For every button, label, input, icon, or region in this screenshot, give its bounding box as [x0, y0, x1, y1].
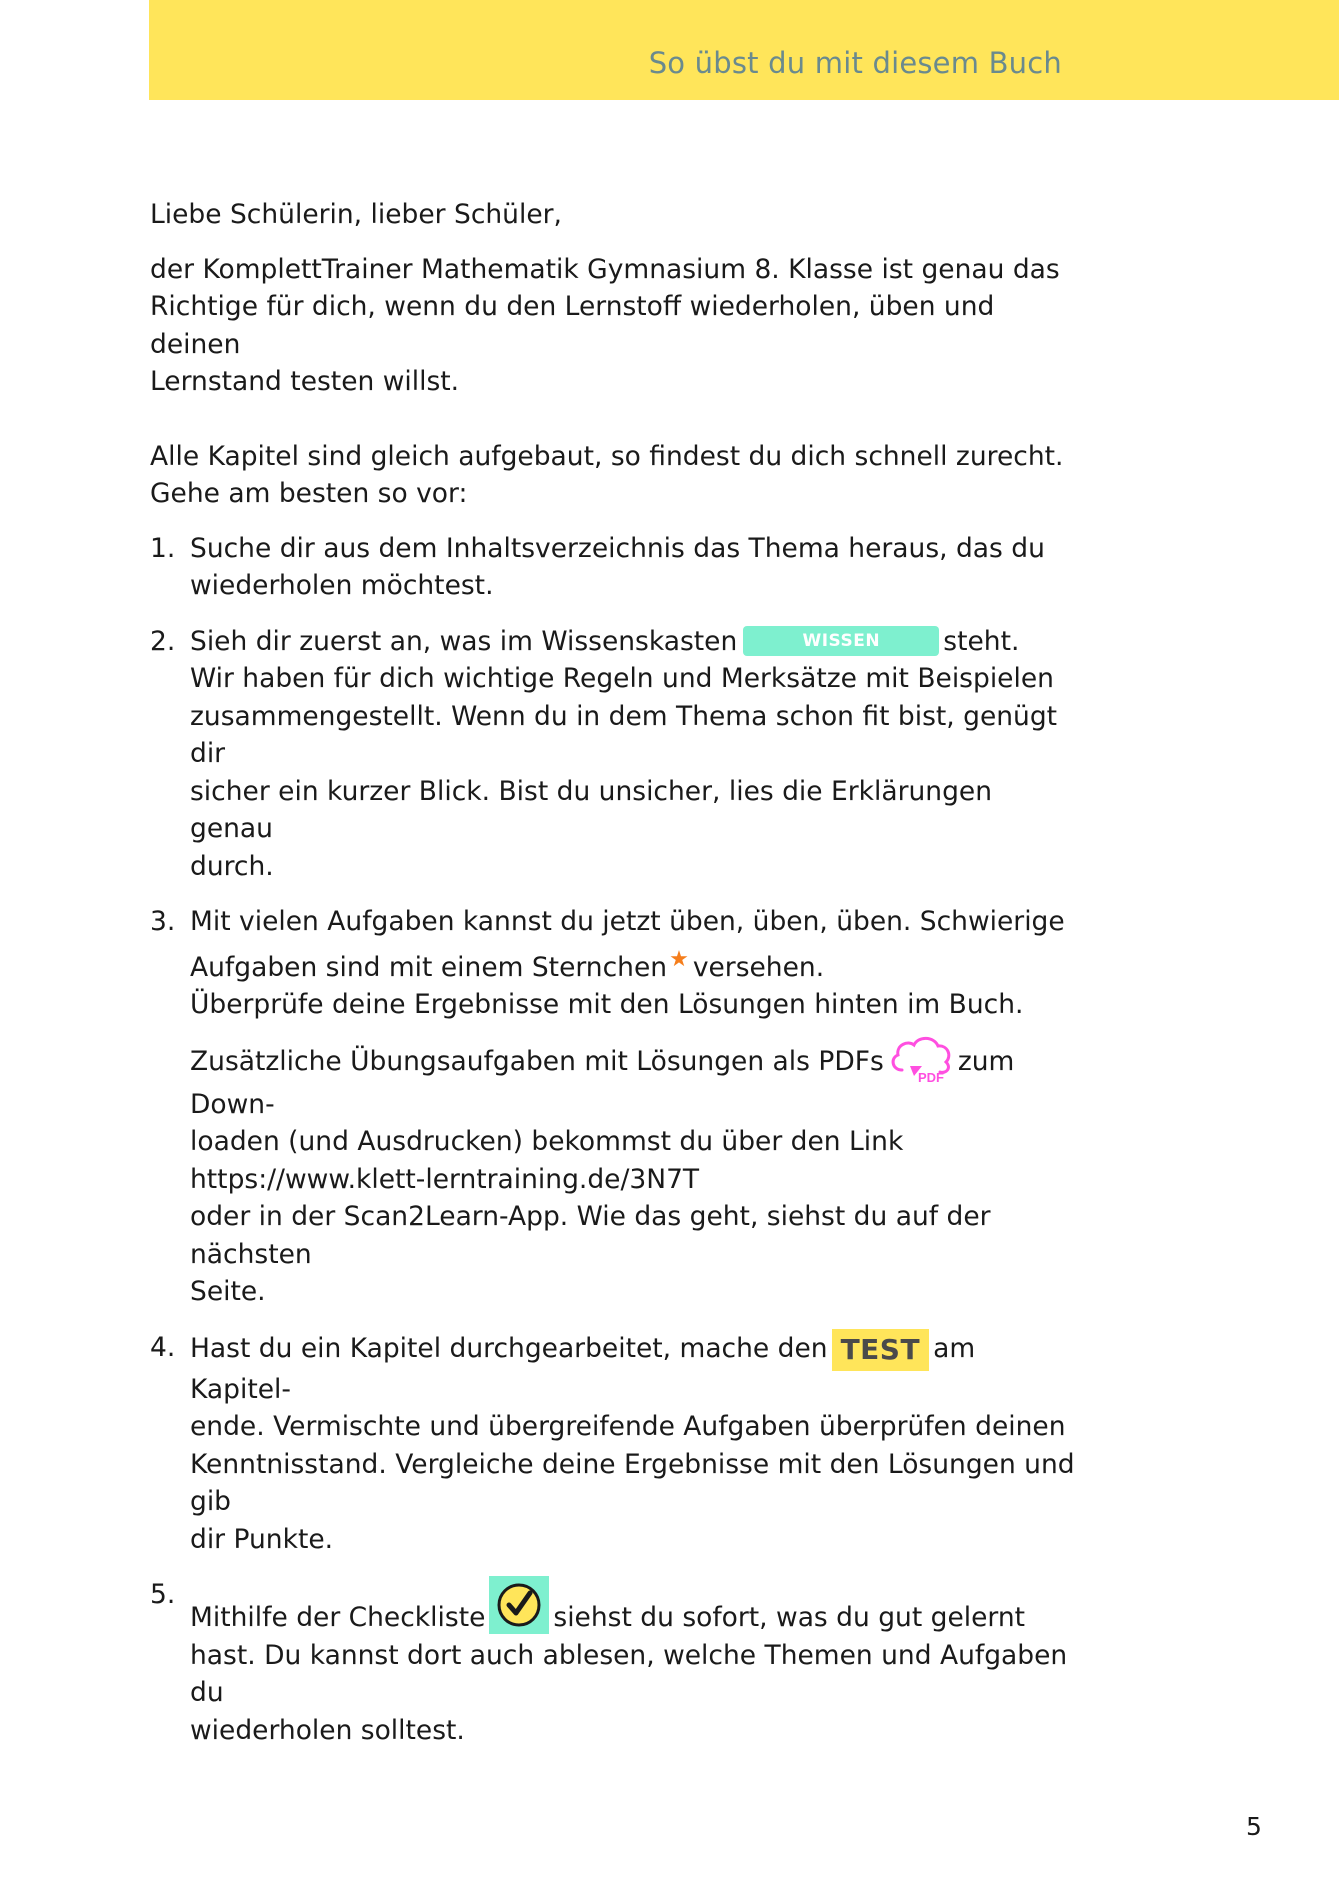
page-content — [150, 196, 1080, 1767]
step-text: zum Down- — [190, 1045, 1015, 1120]
step-line: Mit vielen Aufgaben kannst du jetzt üben, üben, üben. Schwierige — [190, 906, 1065, 937]
step-line: sicher ein kurzer Blick. Bist du unsicher, lies die Erklärungen genau — [190, 775, 993, 844]
step-line — [190, 1329, 1080, 1409]
step-text: Sieh dir zuerst an, was im Wissenskasten — [190, 625, 738, 657]
step-text: siehst du sofort, was du gut gelernt — [553, 1602, 1026, 1633]
step-text: Hast du ein Kapitel durchgearbeitet, mache den — [190, 1332, 828, 1364]
step-line: zusammengestellt. Wenn du in dem Thema schon fit bist, genügt dir — [190, 700, 1058, 769]
step-number: 3. — [150, 906, 176, 937]
pdf-icon-label: PDF — [917, 1069, 944, 1085]
step-number: 5. — [150, 1579, 176, 1610]
step-line: durch. — [190, 850, 274, 882]
step-line: Seite. — [190, 1276, 266, 1307]
step-line: wiederholen möchtest. — [190, 570, 494, 601]
step-item — [150, 1576, 1080, 1749]
intro-paragraph — [150, 251, 1080, 401]
intro-line: Richtige für dich, wenn du den Lernstoff wiederholen, üben und deinen — [150, 291, 995, 360]
wissen-badge: WISSEN — [743, 626, 939, 656]
test-badge: TEST — [832, 1329, 930, 1371]
star-icon: ★ — [669, 946, 689, 972]
step-text: Mithilfe der Checkliste — [190, 1602, 486, 1633]
intro-line: Lernstand testen willst. — [150, 366, 460, 397]
step-line: Überprüfe deine Ergebnisse mit den Lösungen hinten im Buch. — [190, 989, 1024, 1020]
step-line: dir Punkte. — [190, 1523, 334, 1555]
structure-paragraph — [150, 438, 1080, 513]
page-number: 5 — [1246, 1812, 1262, 1841]
step-number: 4. — [150, 1331, 176, 1363]
step-item — [150, 903, 1080, 1311]
download-paragraph — [190, 1034, 1080, 1311]
structure-line: Gehe am besten so vor: — [150, 478, 468, 509]
step-line: wiederholen solltest. — [190, 1714, 465, 1746]
step-text: versehen. — [692, 951, 825, 983]
step-text: Aufgaben sind mit einem Sternchen — [190, 951, 668, 983]
step-text: Zusätzliche Übungsaufgaben mit Lösungen als PDFs — [190, 1045, 884, 1077]
step-line — [190, 1576, 1080, 1637]
step-line — [190, 623, 1080, 661]
step-item — [150, 623, 1080, 886]
step-text: steht. — [943, 625, 1020, 657]
intro-line: der KomplettTrainer Mathematik Gymnasium 8. Klasse ist genau das — [150, 253, 1060, 285]
step-line: oder in der Scan2Learn-App. Wie das geht, siehst du auf der nächsten — [190, 1201, 991, 1270]
step-line — [190, 1034, 1080, 1124]
steps-list — [150, 530, 1080, 1750]
pdf-download-icon — [888, 1034, 954, 1086]
step-line: loaden (und Ausdrucken) bekommst du über den Link — [190, 1126, 904, 1157]
step-text: am Kapitel- — [190, 1332, 976, 1405]
step-number: 1. — [150, 532, 176, 564]
structure-line: Alle Kapitel sind gleich aufgebaut, so findest du dich schnell zurecht. — [150, 440, 1064, 472]
step-line — [190, 941, 1080, 987]
header-title: So übst du mit diesem Buch — [648, 46, 1062, 80]
step-line: Wir haben für dich wichtige Regeln und Merksätze mit Beispielen — [190, 663, 1054, 694]
checklist-icon — [489, 1576, 549, 1634]
step-item — [150, 530, 1080, 605]
step-line: ende. Vermischte und übergreifende Aufgaben überprüfen deinen — [190, 1411, 1066, 1442]
step-line: Suche dir aus dem Inhaltsverzeichnis das Thema heraus, das du — [190, 532, 1045, 564]
step-item — [150, 1329, 1080, 1559]
step-line: Kenntnisstand. Vergleiche deine Ergebnisse mit den Lösungen und gib — [190, 1448, 1075, 1517]
download-link[interactable]: https://www.klett-lerntraining.de/3N7T — [190, 1163, 700, 1195]
step-number: 2. — [150, 625, 176, 657]
header-band — [149, 0, 1339, 100]
step-line: hast. Du kannst dort auch ablesen, welche Themen und Aufgaben du — [190, 1639, 1068, 1708]
greeting: Liebe Schülerin, lieber Schüler, — [150, 199, 562, 230]
